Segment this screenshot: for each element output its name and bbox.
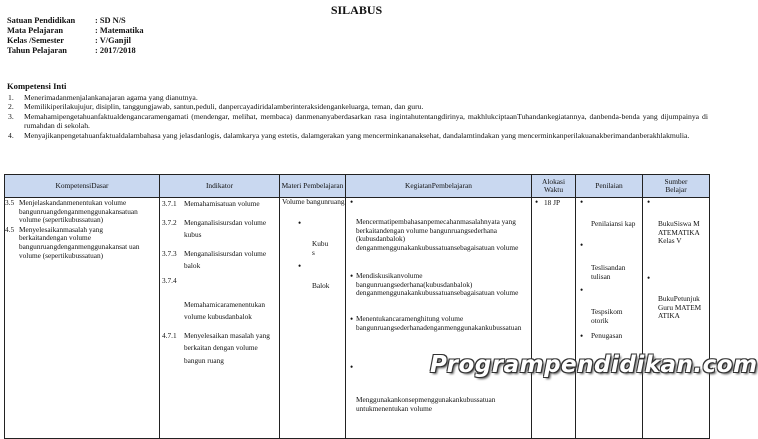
header-alokasi-label: Alokasi Waktu (542, 176, 565, 194)
header-penilaian: Penilaian (576, 175, 643, 198)
header-indikator: Indikator (160, 175, 280, 198)
indikator-number: 3.7.2 (162, 217, 177, 227)
penilaian-item: Penugasan (591, 331, 623, 340)
meta-value: : SD N/S (95, 16, 126, 25)
bullet-icon: • (298, 261, 302, 271)
table-row (5, 198, 710, 439)
kd-item (5, 199, 153, 225)
indikator-item (160, 330, 279, 368)
watermark-text: Programpendidikan.com (430, 352, 758, 378)
header-materi-label: Materi Pembelajaran (281, 180, 344, 190)
meta-label: Satuan Pendidikan (7, 16, 76, 25)
bullet-icon: • (535, 197, 539, 207)
indikator-text: Memahamicaramenentukan volume kubusdanbalok (184, 299, 266, 321)
cell-alokasi (532, 198, 576, 439)
indikator-number: 3.7.3 (162, 248, 177, 258)
header-sumber (643, 175, 710, 198)
kompetensi-inti-list (8, 93, 708, 140)
header-materi (280, 175, 346, 198)
ki-item (8, 131, 708, 140)
cell-kegiatan (346, 198, 532, 439)
sumber-item: BukuSiswa MATEMATIKA Kelas V (658, 219, 700, 246)
ki-item (8, 93, 708, 102)
indikator-item (160, 198, 279, 211)
bullet-icon: • (647, 273, 651, 283)
kompetensi-inti-heading: Kompetensi Inti (7, 81, 67, 91)
bullet-icon: • (580, 285, 584, 295)
ki-item (8, 102, 708, 111)
materi-title: Volume bangunruang (282, 197, 345, 206)
meta-value: : Matematika (95, 26, 144, 35)
cell-kompetensi-dasar (5, 198, 160, 439)
header-kompetensi-dasar: KompetensiDasar (5, 175, 160, 198)
table-header-row (5, 175, 710, 198)
header-alokasi (532, 175, 576, 198)
ki-number: 1. (8, 93, 14, 102)
indikator-number: 4.7.1 (162, 330, 177, 340)
kd-text: Menjelaskandanmenentukan volume bangunruangdenganmenggunakansatuan volume (sepertikubussatuan) (19, 198, 138, 225)
bullet-icon: • (350, 314, 354, 324)
indikator-text: Menganalisisursdan volume kubus (184, 217, 267, 239)
header-kegiatan: KegiatanPembelajaran (346, 175, 532, 198)
document-title: SILABUS (330, 3, 383, 17)
ki-number: 4. (8, 130, 14, 140)
bullet-icon: • (298, 218, 302, 228)
kd-number: 3.5 (5, 198, 15, 207)
bullet-icon: • (647, 197, 651, 207)
indikator-text: Menyelesaikan masalah yang berkaitan dengan volume bangun ruang (184, 330, 270, 365)
indikator-item (160, 217, 279, 242)
meta-label: Kelas /Semester (7, 36, 64, 45)
indikator-number: 3.7.4 (162, 275, 177, 285)
penilaian-item: Teslisandan tulisan (591, 263, 626, 281)
ki-text: Menyajikanpengetahuanfaktualdalambahasa yang jelasdanlogis, dalamkarya yang estetis, dalamgerakan yang mencerminkananaksehat, dandalamtindakan yang mencerminkanperilakuanakberimandanberakhlakmulia. (24, 130, 690, 140)
meta-value: : 2017/2018 (95, 46, 136, 55)
kegiatan-item: Menggunakankonsepmenggunakankubussatuan untukmenentukan volume (356, 395, 496, 413)
penilaian-item: Tespsikom otorik (591, 307, 623, 325)
silabus-table (4, 174, 710, 439)
bullet-icon: • (350, 197, 354, 207)
alokasi-value: 18 JP (544, 198, 561, 207)
kd-item (5, 226, 153, 260)
ki-number: 3. (8, 111, 14, 121)
kd-text: Menyelesaikanmasalah yang berkaitandengan volume bangunruangdenganmenggunakansat uan volume (sepertikubussatuan) (19, 224, 140, 260)
meta-label: Mata Pelajaran (7, 26, 64, 35)
indikator-item (160, 275, 279, 324)
materi-item-balok: Balok (312, 281, 330, 290)
cell-sumber (643, 198, 710, 439)
ki-item (8, 112, 708, 131)
bullet-icon: • (580, 197, 584, 207)
kd-number: 4.5 (5, 224, 15, 234)
cell-penilaian (576, 198, 643, 439)
indikator-text: Menganalisisursdan volume balok (184, 248, 267, 270)
header-sumber-label: Sumber Belajar (664, 176, 688, 194)
cell-materi (280, 198, 346, 439)
ki-text: Memahamipengetahuanfaktualdengancaramengamati (mendengar, melihat, membaca) danmenanyaberdasarkan rasa ingintahutentangdirinya, makhlukciptaanTuhandankegiatannya, danbenda-benda yang dijumpainya di rumahdan di sekolah. (24, 111, 708, 131)
meta-value: : V/Ganjil (95, 36, 131, 45)
indikator-number: 3.7.1 (162, 199, 177, 208)
ki-text: Memilikiperilakujujur, disiplin, tanggungjawab, santun,peduli, danpercayadiridalamberinteraksidengankeluarga, teman, dan guru. (24, 102, 424, 112)
sumber-item: BukuPetunjuk Guru MATEMATIKA (658, 294, 702, 321)
ki-number: 2. (8, 102, 14, 112)
bullet-icon: • (350, 362, 354, 372)
penilaian-item: Penilaiansi kap (591, 219, 636, 228)
cell-indikator (160, 198, 280, 439)
kegiatan-item: Menentukancaramenghitung volume bangunruangsederhanadenganmenggunakankubussatuan (356, 314, 522, 332)
kegiatan-item: Mencermatipembahasanpemecahanmasalahnyata yang berkaitandengan volume bangunruangsederhana (kubusdanbalok) denganmenggunakankubussatuansebagaisatuan volume (356, 217, 519, 252)
bullet-icon: • (580, 331, 584, 341)
kegiatan-item: Mendiskusikanvolume bangunruangsederhana(kubusdanbalok) denganmenggunakankubussatuansebagaisatuan volume (356, 271, 519, 298)
meta-label: Tahun Pelajaran (7, 46, 67, 55)
materi-item-kubus: Kubus (312, 239, 329, 257)
bullet-icon: • (350, 271, 354, 281)
bullet-icon: • (580, 240, 584, 250)
indikator-item (160, 248, 279, 273)
ki-text: Menerimadanmenjalankanajaran agama yang dianutnya. (24, 93, 198, 102)
indikator-text: Memahamisatuan volume (184, 199, 260, 208)
